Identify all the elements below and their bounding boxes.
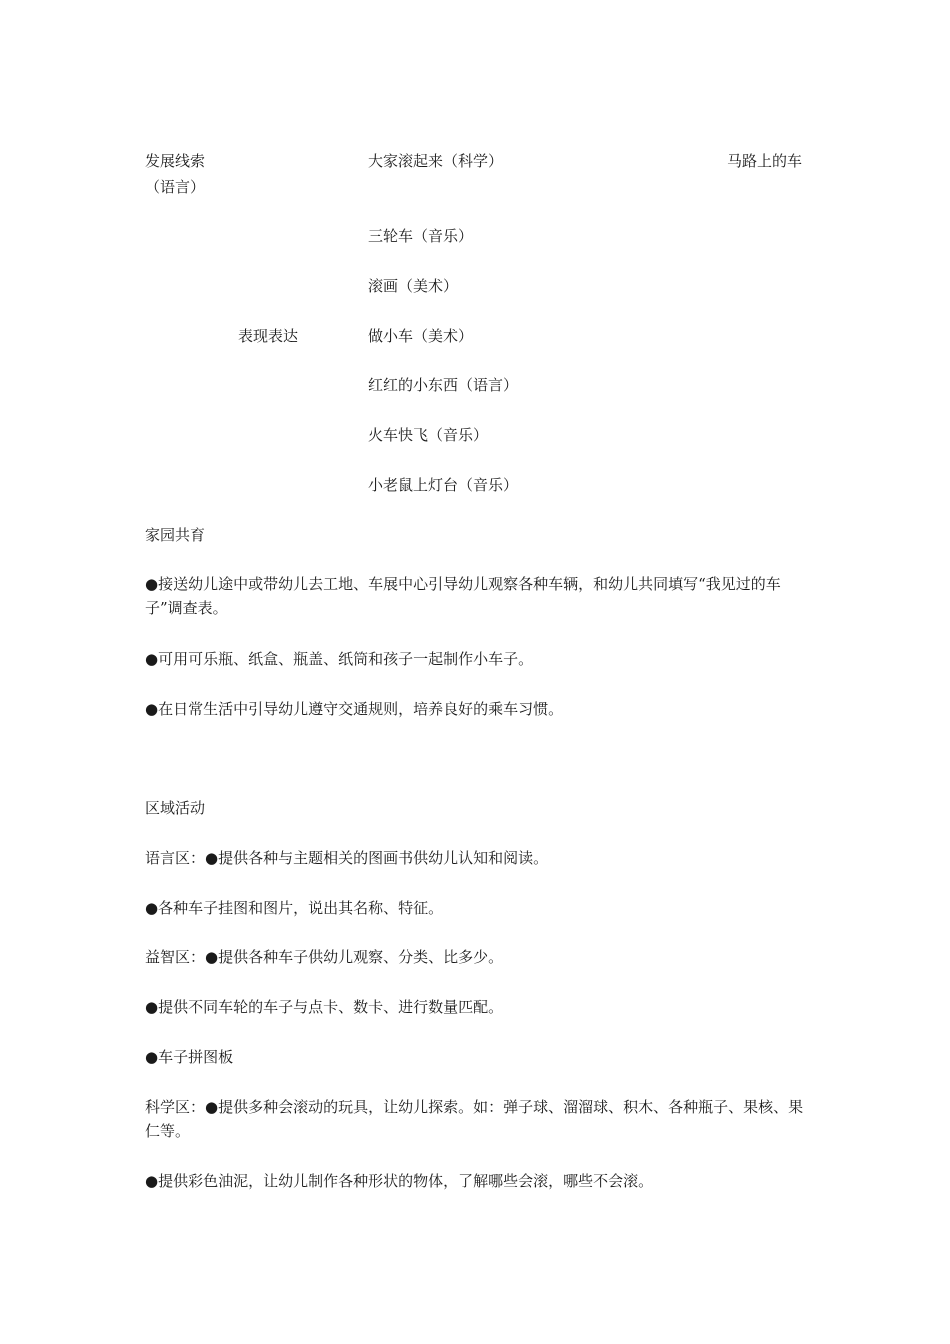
home-coeducation-heading: 家园共育 [145,526,206,544]
area-line: ●各种车子挂图和图片，说出其名称、特征。 [145,899,444,917]
area-line: 益智区：●提供各种车子供幼儿观察、分类、比多少。 [145,948,504,966]
area-line: 科学区：●提供多种会滚动的玩具，让幼儿探索。如：弹子球、溜溜球、积木、各种瓶子、果核、果仁等。 [145,1098,804,1140]
activity-item: 红红的小东西（语言） [368,376,519,394]
expression-label: 表现表达 [238,327,299,345]
home-item: ●在日常生活中引导幼儿遵守交通规则，培养良好的乘车习惯。 [145,700,564,718]
area-line: 语言区：●提供各种与主题相关的图画书供幼儿认知和阅读。 [145,849,549,867]
development-clue-subject: （语言） [145,178,206,196]
area-line: ●提供彩色油泥，让幼儿制作各种形状的物体，了解哪些会滚，哪些不会滚。 [145,1172,654,1190]
activity-item-first: 大家滚起来（科学） [368,152,504,170]
activity-item: 滚画（美术） [368,277,459,295]
activity-item: 三轮车（音乐） [368,227,474,245]
area-line: ●车子拼图板 [145,1048,234,1066]
activity-item: 小老鼠上灯台（音乐） [368,476,519,494]
theme-title-cars: 马路上的车 [727,152,803,170]
home-item: ●可用可乐瓶、纸盒、瓶盖、纸筒和孩子一起制作小车子。 [145,650,534,668]
area-line: ●提供不同车轮的车子与点卡、数卡、进行数量匹配。 [145,998,504,1016]
activity-item: 做小车（美术） [368,327,474,345]
development-clue-label: 发展线索 [145,152,206,170]
area-activity-heading: 区域活动 [145,799,206,817]
activity-item: 火车快飞（音乐） [368,426,489,444]
home-item: ●接送幼儿途中或带幼儿去工地、车展中心引导幼儿观察各种车辆，和幼儿共同填写“我见过的车子”调查表。 [145,575,781,617]
